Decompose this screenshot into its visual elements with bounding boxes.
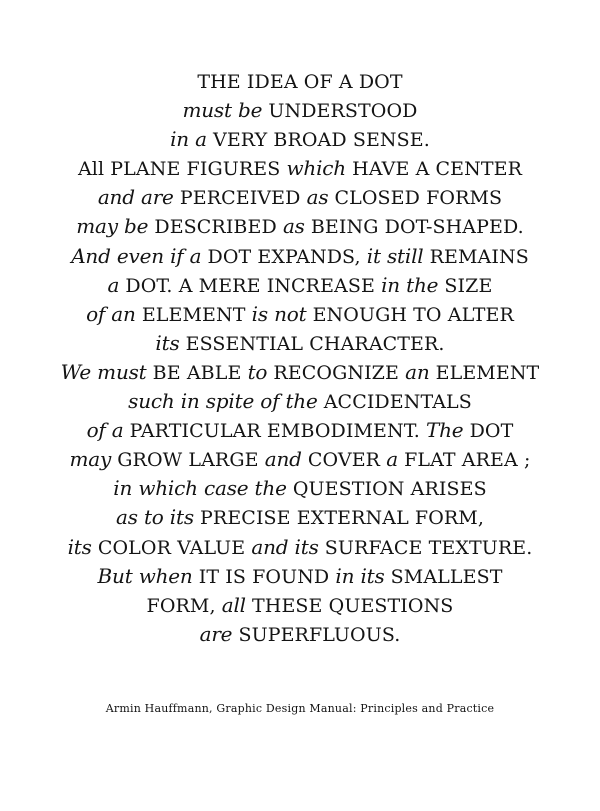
quote-line (20, 445, 580, 474)
quote-italic-run: of an (86, 301, 136, 326)
quote-italic-run: as to its (116, 505, 194, 530)
quote-caps-run: DOT EXPANDS, (201, 245, 367, 268)
quote-line (20, 183, 580, 212)
quote-italic-run: to (247, 359, 268, 384)
quote-caps-run: QUESTION ARISES (286, 478, 487, 501)
quote-italic-run: a (107, 272, 120, 297)
quote-italic-run: it still (366, 243, 424, 268)
quote-italic-run: in which case the (113, 476, 287, 501)
quote-italic-run: an (405, 359, 430, 384)
quote-italic-run: of a (86, 418, 124, 443)
quote-caps-run: THESE QUESTIONS (245, 594, 454, 617)
quote-line (20, 67, 580, 96)
quote-caps-run: PARTICULAR EMBODIMENT. (123, 420, 426, 443)
quote-line (20, 154, 580, 183)
quote-caps-run: PRECISE EXTERNAL FORM, (193, 507, 484, 530)
quote-caps-run: BEING DOT-SHAPED. (304, 216, 524, 239)
quote-caps-run: All PLANE FIGURES (77, 158, 287, 181)
quote-caps-run: HAVE A CENTER (345, 158, 523, 181)
quote-caps-run: ESSENTIAL CHARACTER. (179, 332, 445, 355)
quote-caps-run: DESCRIBED (148, 216, 283, 239)
quote-caps-run: SURFACE TEXTURE. (318, 536, 533, 559)
quote-italic-run: and (264, 447, 302, 472)
quote-line (20, 620, 580, 649)
quote-line (20, 533, 580, 562)
quote-line (20, 271, 580, 300)
quote-italic-run: But when (97, 563, 193, 588)
quote-caps-run: REMAINS (423, 245, 529, 268)
quote-italic-run: and its (251, 534, 319, 559)
quote-italic-run: which (286, 156, 346, 181)
quote-caps-run: CLOSED FORMS (328, 187, 503, 210)
quote-line (20, 125, 580, 154)
quote-italic-run: in the (381, 272, 439, 297)
quote-line (20, 503, 580, 532)
quote-line (20, 96, 580, 125)
quote-italic-run: in its (335, 563, 385, 588)
quote-caps-run: ACCIDENTALS (317, 391, 472, 414)
quote-caps-run: VERY BROAD SENSE. (206, 129, 430, 152)
quote-line (20, 387, 580, 416)
quote-caps-run: SMALLEST (384, 565, 503, 588)
quote-line (20, 358, 580, 387)
quote-italic-run: in a (170, 127, 207, 152)
quote-caps-run: FORM, (146, 594, 222, 617)
attribution: Armin Hauffmann, Graphic Design Manual: Principles and Practice (105, 702, 495, 715)
quote-italic-run: And even if a (71, 243, 202, 268)
quote-caps-run: UNDERSTOOD (262, 100, 418, 123)
quote-italic-run: may (69, 447, 112, 472)
quote-caps-run: FLAT AREA ; (397, 449, 531, 472)
quote-line (20, 329, 580, 358)
quote-block (20, 67, 580, 649)
quote-caps-run: DOT. A MERE INCREASE (119, 274, 382, 297)
quote-caps-run: ENOUGH TO ALTER (306, 303, 514, 326)
quote-caps-run: COVER (301, 449, 387, 472)
quote-caps-run: DOT (463, 420, 514, 443)
quote-italic-run: its (67, 534, 92, 559)
quote-caps-run: IT IS FOUND (192, 565, 336, 588)
quote-line (20, 242, 580, 271)
quote-italic-run: is not (251, 301, 307, 326)
quote-line (20, 212, 580, 241)
quote-caps-run: ELEMENT (135, 303, 252, 326)
quote-italic-run: a (386, 447, 398, 472)
quote-line (20, 474, 580, 503)
quote-line (20, 591, 580, 620)
quote-caps-run: GROW LARGE (111, 449, 265, 472)
quote-italic-run: must be (182, 98, 263, 123)
quote-italic-run: as (306, 185, 329, 210)
quote-italic-run: such in spite of the (128, 389, 318, 414)
quote-caps-run: COLOR VALUE (91, 536, 252, 559)
quote-line (20, 562, 580, 591)
quote-italic-run: its (155, 330, 180, 355)
quote-caps-run: BE ABLE (146, 361, 248, 384)
quote-line (20, 416, 580, 445)
quote-line (20, 300, 580, 329)
quote-italic-run: The (425, 418, 464, 443)
quote-caps-run: THE IDEA OF A DOT (197, 71, 403, 93)
quote-caps-run: ELEMENT (429, 361, 540, 384)
quote-caps-run: SIZE (438, 274, 493, 297)
quote-italic-run: all (221, 592, 246, 617)
quote-caps-run: RECOGNIZE (267, 361, 406, 384)
quote-caps-run: PERCEIVED (173, 187, 307, 210)
quote-italic-run: and are (97, 185, 174, 210)
quote-italic-run: are (199, 621, 233, 646)
quote-italic-run: We must (60, 359, 147, 384)
quote-italic-run: as (282, 214, 305, 239)
quote-caps-run: SUPERFLUOUS. (232, 623, 401, 646)
quote-italic-run: may be (76, 214, 149, 239)
